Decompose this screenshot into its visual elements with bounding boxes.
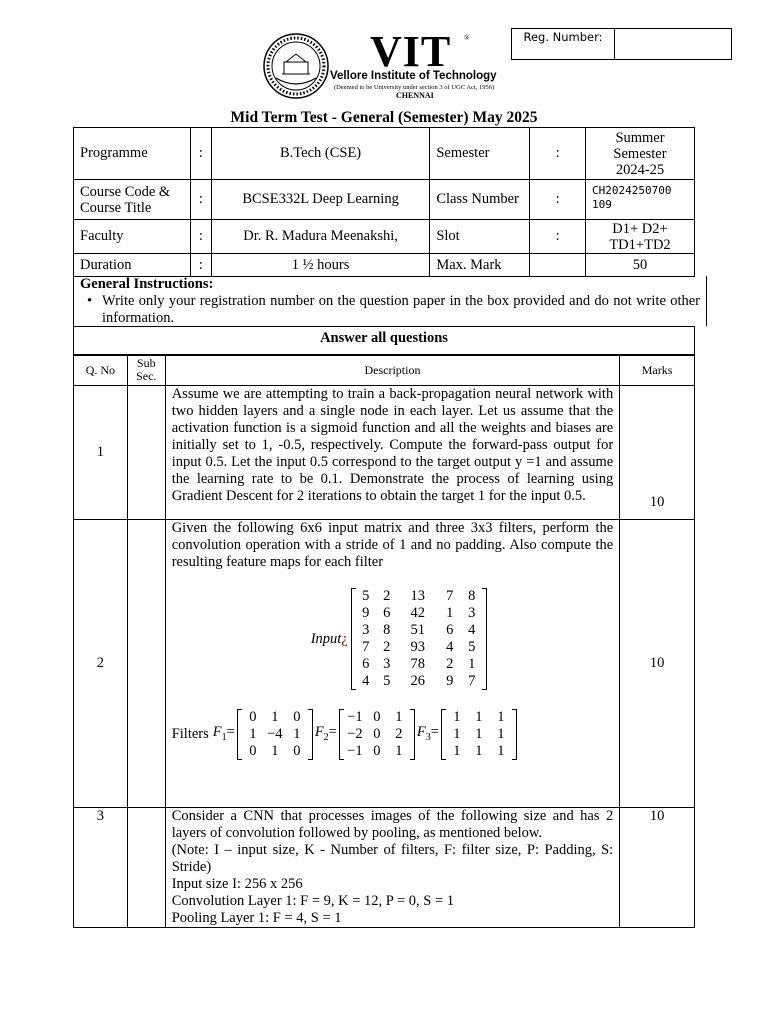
class-number-label: Class Number xyxy=(430,180,530,220)
campus-city: CHENNAI xyxy=(396,91,434,100)
sub-section xyxy=(127,386,165,520)
exam-title: Mid Term Test - General (Semester) May 2025 xyxy=(230,109,538,126)
duration-value: 1 ½ hours xyxy=(211,254,429,277)
matrix-row xyxy=(242,709,308,726)
instructions-heading: General Instructions: xyxy=(80,276,214,292)
matrix-cell: 6 xyxy=(446,622,454,638)
matrix-cell: 1 xyxy=(453,743,461,759)
filter-matrix xyxy=(441,709,517,760)
deemed-note: (Deemed to be University under section 3 of UGC Act, 1956) xyxy=(334,84,495,91)
matrix-row xyxy=(356,605,482,622)
matrix-cell: 1 xyxy=(271,743,279,759)
matrix-cell: 5 xyxy=(383,673,391,689)
colon: : xyxy=(530,128,586,180)
matrix-row xyxy=(446,709,512,726)
faculty-value: Dr. R. Madura Meenakshi, xyxy=(211,220,429,254)
question-line: Consider a CNN that processes images of the following size and has 2 layers of convolution followed by pooling, as mentioned below. xyxy=(171,808,614,841)
matrix-cell: 4 xyxy=(362,673,370,689)
matrix-cell: −1 xyxy=(347,709,363,725)
matrix-cell: −4 xyxy=(267,726,283,742)
matrix-cell: 13 xyxy=(410,588,425,604)
matrix-row xyxy=(356,673,482,690)
input-matrix-block xyxy=(311,588,614,690)
input-label: Input xyxy=(310,630,342,647)
question-number: 2 xyxy=(74,520,128,808)
input-matrix xyxy=(351,588,487,690)
matrix-cell: 1 xyxy=(497,709,505,725)
col-sub: Sub Sec. xyxy=(127,355,165,386)
colon: : xyxy=(190,128,211,180)
bullet-icon: • xyxy=(87,293,93,309)
general-instructions xyxy=(73,276,707,326)
matrix-cell: 1 xyxy=(395,743,403,759)
matrix-cell: 0 xyxy=(373,726,381,742)
question-row xyxy=(74,386,695,520)
matrix-row xyxy=(356,622,482,639)
matrix-cell: 4 xyxy=(468,622,476,638)
empty-cell xyxy=(530,254,586,277)
matrix-cell: 2 xyxy=(383,588,391,604)
matrix-cell: 7 xyxy=(468,673,476,689)
colon: : xyxy=(530,180,586,220)
matrix-cell: 0 xyxy=(373,709,381,725)
matrix-cell: 8 xyxy=(383,622,391,638)
matrix-cell: 1 xyxy=(395,709,403,725)
matrix-row xyxy=(242,726,308,743)
instruction-item: • Write only your registration number on the question paper in the box provided and do not write other information. xyxy=(87,293,700,326)
matrix-cell: 3 xyxy=(383,656,391,672)
logo-short-name: VIT xyxy=(370,27,452,76)
filter-label: $F_1=$ xyxy=(212,723,235,743)
colon: : xyxy=(190,180,211,220)
reg-number-field[interactable] xyxy=(615,29,731,59)
col-marks: Marks xyxy=(620,355,695,386)
question-line: (Note: I – input size, K - Number of filters, F: filter size, P: Padding, S: Stride) xyxy=(171,842,614,875)
question-line: Pooling Layer 1: F = 4, S = 1 xyxy=(171,910,342,926)
slot-value: D1+ D2+ TD1+TD2 xyxy=(586,220,695,254)
matrix-cell: 5 xyxy=(468,639,476,655)
input-symbol: ¿ xyxy=(341,630,348,647)
max-mark-value: 50 xyxy=(586,254,695,277)
matrix-row xyxy=(356,639,482,656)
matrix-cell: 9 xyxy=(362,605,370,621)
faculty-label: Faculty xyxy=(74,220,191,254)
matrix-cell: 1 xyxy=(475,709,483,725)
matrix-cell: 26 xyxy=(410,673,425,689)
matrix-cell: 5 xyxy=(362,588,370,604)
matrix-cell: 2 xyxy=(395,726,403,742)
question-number: 1 xyxy=(74,386,128,520)
programme-value: B.Tech (CSE) xyxy=(211,128,429,180)
colon: : xyxy=(190,254,211,277)
matrix-cell: 2 xyxy=(383,639,391,655)
matrix-cell: 78 xyxy=(410,656,425,672)
matrix-row xyxy=(356,656,482,673)
matrix-cell: 1 xyxy=(475,743,483,759)
matrix-cell: 1 xyxy=(271,709,279,725)
exam-details-table xyxy=(73,127,695,277)
question-row xyxy=(74,808,695,928)
matrix-cell: 7 xyxy=(446,588,454,604)
matrix-row xyxy=(344,726,410,743)
filter-matrix xyxy=(339,709,415,760)
matrix-row xyxy=(344,709,410,726)
colon: : xyxy=(190,220,211,254)
matrix-cell: 0 xyxy=(249,743,257,759)
filters-block xyxy=(172,709,614,760)
question-text: Given the following 6x6 input matrix and three 3x3 filters, perform the convolution operation with a stride of 1 and no padding. Also compute the resulting feature maps for each filter xyxy=(171,520,614,570)
matrix-cell: 1 xyxy=(468,656,476,672)
duration-label: Duration xyxy=(74,254,191,277)
semester-value: Summer Semester 2024-25 xyxy=(586,128,695,180)
matrix-cell: 51 xyxy=(410,622,425,638)
col-qno: Q. No xyxy=(74,355,128,386)
matrix-cell: 6 xyxy=(383,605,391,621)
matrix-cell: 1 xyxy=(446,605,454,621)
matrix-cell: 1 xyxy=(475,726,483,742)
col-description: Description xyxy=(165,355,620,386)
matrix-cell: −2 xyxy=(347,726,363,742)
question-text-block xyxy=(165,808,620,928)
matrix-row xyxy=(446,743,512,760)
programme-label: Programme xyxy=(74,128,191,180)
matrix-cell: 1 xyxy=(497,726,505,742)
matrix-row xyxy=(356,588,482,605)
sub-section xyxy=(127,520,165,808)
matrix-cell: 1 xyxy=(293,726,301,742)
matrix-cell: 0 xyxy=(373,743,381,759)
question-row xyxy=(74,520,695,808)
vit-seal-icon xyxy=(262,32,330,100)
course-value: BCSE332L Deep Learning xyxy=(211,180,429,220)
filters-label: Filters xyxy=(171,726,209,742)
matrix-cell: 0 xyxy=(293,743,301,759)
matrix-cell: 93 xyxy=(410,639,425,655)
question-text: Assume we are attempting to train a back-propagation neural network with two hidden layers and a single node in each layer. Let us assume that the activation function is a sigmoid function and all the weights and biases are initially set to 1, -0.5, respectively. Compute the forward-pass output for input 0.5. Let the input 0.5 correspond to the target output y =1 and assume the learning rate to be 0.1. Demonstrate the process of learning using Gradient Descent for 2 iterations to obtain the target 1 for the input 0.5. xyxy=(165,386,620,520)
matrix-cell: 8 xyxy=(468,588,476,604)
matrix-row xyxy=(446,726,512,743)
slot-label: Slot xyxy=(430,220,530,254)
matrix-cell: 1 xyxy=(453,709,461,725)
matrix-row xyxy=(344,743,410,760)
matrix-cell: 1 xyxy=(249,726,257,742)
matrix-cell: 9 xyxy=(446,673,454,689)
question-text-block xyxy=(165,520,620,808)
matrix-cell: 4 xyxy=(446,639,454,655)
matrix-cell: 7 xyxy=(362,639,370,655)
matrix-cell: 2 xyxy=(446,656,454,672)
question-line: Convolution Layer 1: F = 9, K = 12, P = 0, S = 1 xyxy=(171,893,455,909)
matrix-cell: 6 xyxy=(362,656,370,672)
filter-label: $F_2=$ xyxy=(314,723,337,743)
max-mark-label: Max. Mark xyxy=(430,254,530,277)
filter-matrix xyxy=(237,709,313,760)
matrix-cell: 1 xyxy=(497,743,505,759)
question-line: Input size I: 256 x 256 xyxy=(171,876,303,892)
matrix-cell: 3 xyxy=(468,605,476,621)
matrix-cell: 42 xyxy=(410,605,425,621)
registered-mark: ® xyxy=(464,34,470,42)
matrix-cell: 0 xyxy=(249,709,257,725)
answer-all-heading: Answer all questions xyxy=(73,326,695,356)
matrix-cell: 1 xyxy=(453,726,461,742)
semester-label: Semester xyxy=(430,128,530,180)
question-number: 3 xyxy=(74,808,128,928)
matrix-cell: 0 xyxy=(293,709,301,725)
questions-table xyxy=(73,354,695,928)
colon: : xyxy=(530,220,586,254)
sub-section xyxy=(127,808,165,928)
matrix-cell: 3 xyxy=(362,622,370,638)
vit-logo xyxy=(262,27,502,102)
filter-label: $F_3=$ xyxy=(416,723,439,743)
course-label: Course Code & Course Title xyxy=(74,180,191,220)
question-marks: 10 xyxy=(620,520,695,808)
institute-name: Vellore Institute of Technology xyxy=(330,70,497,82)
matrix-cell: −1 xyxy=(347,743,363,759)
question-marks: 10 xyxy=(620,808,695,928)
question-marks: 10 xyxy=(620,386,695,520)
matrix-row xyxy=(242,743,308,760)
reg-number-box xyxy=(511,28,732,60)
reg-number-label: Reg. Number: xyxy=(512,29,615,59)
class-number-value: CH2024250700 109 xyxy=(586,180,695,220)
